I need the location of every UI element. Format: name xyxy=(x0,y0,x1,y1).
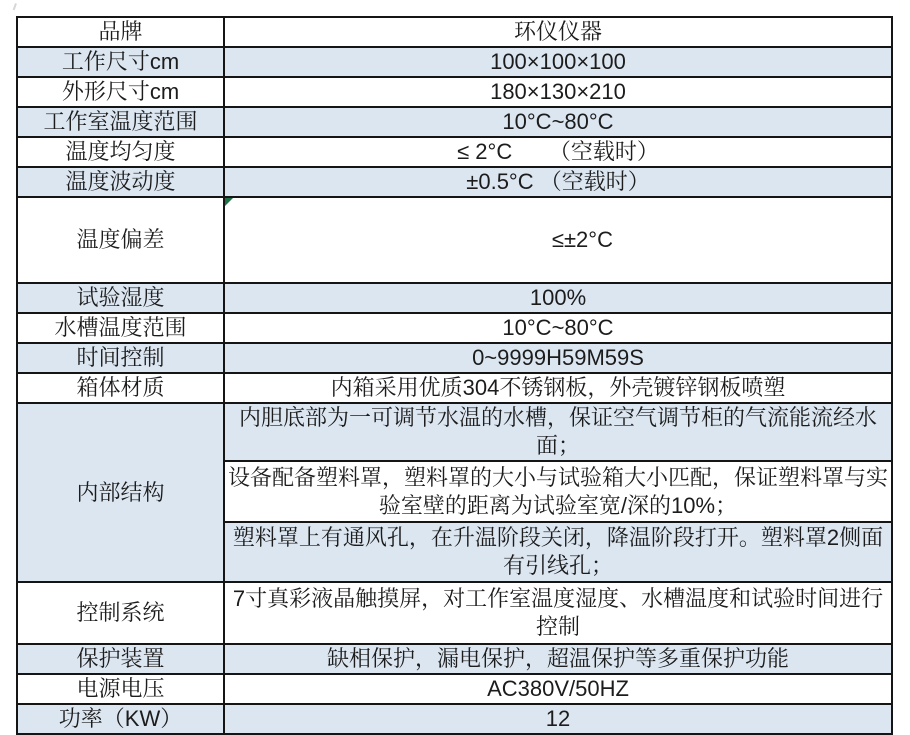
table-row xyxy=(17,704,892,734)
spec-label-control-system: 控制系统 xyxy=(17,582,224,644)
spec-label-temp-fluctuation: 温度波动度 xyxy=(17,167,224,197)
spec-label-test-humidity: 试验湿度 xyxy=(17,283,224,313)
table-row xyxy=(17,137,892,167)
spec-value-text: ≤±2°C xyxy=(551,227,613,252)
table-row xyxy=(17,77,892,107)
spec-value-temp-fluctuation: ±0.5°C （空载时） xyxy=(224,167,892,197)
spec-label-temp-uniformity: 温度均匀度 xyxy=(17,137,224,167)
table-row xyxy=(17,283,892,313)
spec-value-internal-structure-1: 内胆底部为一可调节水温的水槽，保证空气调节柜的气流能流经水面； xyxy=(224,403,892,461)
table-row xyxy=(17,47,892,77)
spec-value-test-humidity: 100% xyxy=(224,283,892,313)
spec-label-water-tank-temp: 水槽温度范围 xyxy=(17,313,224,343)
spec-value-water-tank-temp: 10°C~80°C xyxy=(224,313,892,343)
spec-label-work-size: 工作尺寸cm xyxy=(17,47,224,77)
spec-table xyxy=(16,16,893,735)
table-row xyxy=(17,674,892,704)
spec-label-protection: 保护装置 xyxy=(17,644,224,674)
spec-value-control-system: 7寸真彩液晶触摸屏，对工作室温度湿度、水槽温度和试验时间进行控制 xyxy=(224,582,892,644)
spec-value-box-material: 内箱采用优质304不锈钢板，外壳镀锌钢板喷塑 xyxy=(224,373,892,403)
spec-label-time-control: 时间控制 xyxy=(17,343,224,373)
table-row xyxy=(17,17,892,47)
corner-smudge-artifact xyxy=(6,1,17,11)
spec-value-brand: 环仪仪器 xyxy=(224,17,892,47)
spec-label-box-material: 箱体材质 xyxy=(17,373,224,403)
spec-value-time-control: 0~9999H59M59S xyxy=(224,343,892,373)
spec-value-power-kw: 12 xyxy=(224,704,892,734)
spec-value-temp-uniformity: ≤ 2°C （空载时） xyxy=(224,137,892,167)
table-row xyxy=(17,313,892,343)
cell-error-flag-icon xyxy=(225,198,233,206)
table-row xyxy=(17,644,892,674)
spec-value-power-voltage: AC380V/50HZ xyxy=(224,674,892,704)
table-row xyxy=(17,343,892,373)
table-row xyxy=(17,403,892,461)
spec-label-internal-structure: 内部结构 xyxy=(17,403,224,582)
spec-label-brand: 品牌 xyxy=(17,17,224,47)
spec-label-outer-size: 外形尺寸cm xyxy=(17,77,224,107)
table-row xyxy=(17,167,892,197)
spec-label-power-kw: 功率（KW） xyxy=(17,704,224,734)
spec-value-internal-structure-3: 塑料罩上有通风孔，在升温阶段关闭，降温阶段打开。塑料罩2侧面有引线孔； xyxy=(224,522,892,582)
spec-value-chamber-temp-range: 10°C~80°C xyxy=(224,107,892,137)
spec-label-temp-deviation: 温度偏差 xyxy=(17,197,224,283)
table-row xyxy=(17,373,892,403)
spec-value-protection: 缺相保护，漏电保护，超温保护等多重保护功能 xyxy=(224,644,892,674)
table-row xyxy=(17,197,892,283)
table-row xyxy=(17,107,892,137)
spec-value-temp-deviation xyxy=(224,197,892,283)
table-row xyxy=(17,582,892,644)
spec-label-power-voltage: 电源电压 xyxy=(17,674,224,704)
spec-value-outer-size: 180×130×210 xyxy=(224,77,892,107)
spec-value-internal-structure-2: 设备配备塑料罩，塑料罩的大小与试验箱大小匹配，保证塑料罩与实验室壁的距离为试验室宽/深的10%； xyxy=(224,461,892,522)
spec-value-work-size: 100×100×100 xyxy=(224,47,892,77)
spec-label-chamber-temp-range: 工作室温度范围 xyxy=(17,107,224,137)
